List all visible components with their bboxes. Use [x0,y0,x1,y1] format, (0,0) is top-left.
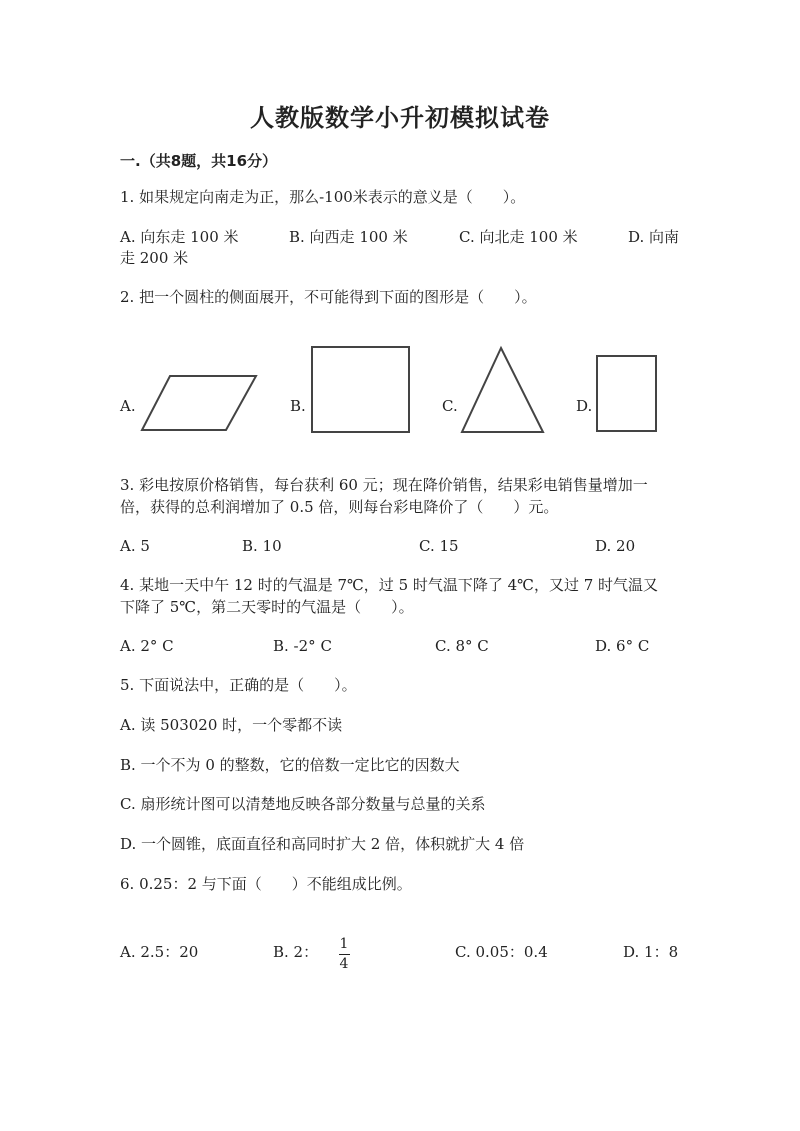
question-6-option-c[interactable]: C. 0.05：0.4 [455,943,548,961]
triangle-icon [460,345,546,435]
question-6-option-b[interactable]: B. 2： [273,943,319,961]
question-3-stem: 3. 彩电按原价格销售，每台获利 60 元；现在降价销售，结果彩电销售量增加一 [120,476,648,494]
fraction-bar [339,954,350,955]
question-2-option-a[interactable]: A. [120,397,136,415]
rectangle-icon [595,354,659,434]
question-5-stem: 5. 下面说法中，正确的是（ ）。 [120,676,357,694]
question-4-stem: 4. 某地一天中午 12 时的气温是 7℃，过 5 时气温下降了 4℃，又过 7 时气温又 [120,576,659,594]
fraction-numerator: 1 [339,936,349,952]
question-2-stem: 2. 把一个圆柱的侧面展开，不可能得到下面的图形是（ ）。 [120,288,537,306]
question-4-option-d[interactable]: D. 6° C [595,637,650,655]
question-4-option-a[interactable]: A. 2° C [120,637,174,655]
question-4-option-b[interactable]: B. -2° C [273,637,332,655]
question-5-option-a[interactable]: A. 读 503020 时，一个零都不读 [120,716,343,734]
question-1-option-c[interactable]: C. 向北走 100 米 [459,228,578,246]
page-title: 人教版数学小升初模拟试卷 [250,104,550,132]
parallelogram-icon [140,372,260,434]
question-2-option-b[interactable]: B. [290,397,306,415]
question-3-option-d[interactable]: D. 20 [595,537,636,555]
question-5-option-b[interactable]: B. 一个不为 0 的整数，它的倍数一定比它的因数大 [120,756,460,774]
question-5-option-c[interactable]: C. 扇形统计图可以清楚地反映各部分数量与总量的关系 [120,795,486,813]
question-6-option-a[interactable]: A. 2.5：20 [120,943,199,961]
question-6-stem: 6. 0.25：2 与下面（ ）不能组成比例。 [120,875,412,893]
question-6-option-d[interactable]: D. 1：8 [623,943,679,961]
question-3-option-c[interactable]: C. 15 [419,537,459,555]
square-icon [310,345,412,435]
question-1-option-a[interactable]: A. 向东走 100 米 [120,228,239,246]
question-3-option-b[interactable]: B. 10 [242,537,282,555]
question-3-option-a[interactable]: A. 5 [120,537,150,555]
question-1-option-b[interactable]: B. 向西走 100 米 [289,228,408,246]
question-4-option-c[interactable]: C. 8° C [435,637,489,655]
question-1-stem: 1. 如果规定向南走为正，那么-100米表示的意义是（ ）。 [120,188,526,206]
section-heading: 一.（共8题，共16分） [120,152,278,170]
fraction-denominator: 4 [339,956,349,972]
question-2-option-c[interactable]: C. [442,397,458,415]
question-4-stem-continued: 下降了 5℃，第二天零时的气温是（ ）。 [120,598,414,616]
question-2-option-d[interactable]: D. [576,397,593,415]
question-3-stem-continued: 倍，获得的总利润增加了 0.5 倍，则每台彩电降价了（ ）元。 [120,498,559,516]
question-5-option-d[interactable]: D. 一个圆锥，底面直径和高同时扩大 2 倍，体积就扩大 4 倍 [120,835,525,853]
question-1-option-d-continued: 走 200 米 [120,249,189,267]
question-1-option-d[interactable]: D. 向南 [628,228,680,246]
